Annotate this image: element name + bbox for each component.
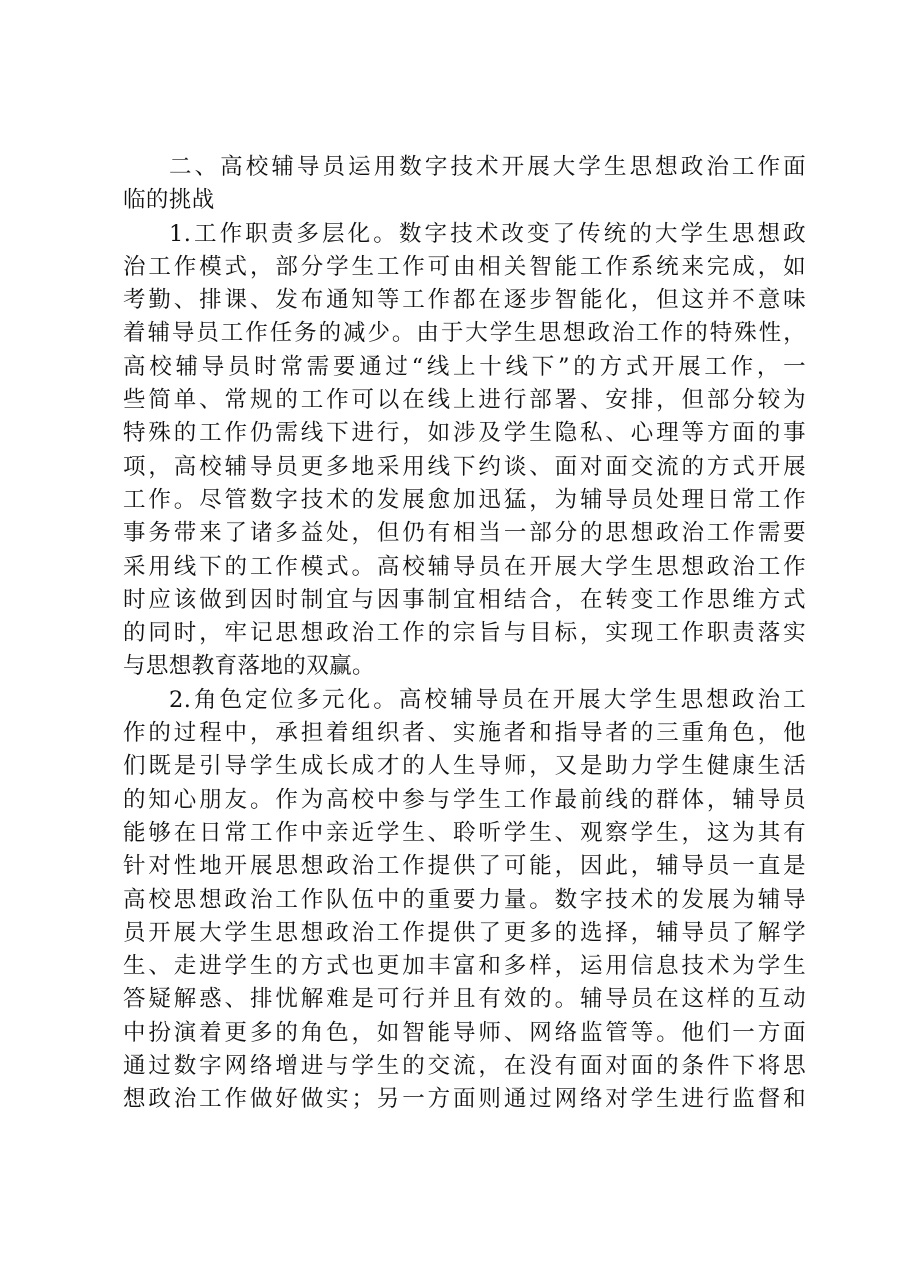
paragraph-line: 2.角色定位多元化。高校辅导员在开展大学生思想政治工 [169, 686, 806, 713]
paragraph-line: 着辅导员工作任务的减少。由于大学生思想政治工作的特殊性， [123, 320, 806, 347]
paragraph-line: 1.工作职责多层化。数字技术改变了传统的大学生思想政 [169, 220, 806, 247]
paragraph-line: 治工作模式，部分学生工作可由相关智能工作系统来完成，如 [123, 253, 806, 280]
heading-line: 临的挑战 [123, 187, 215, 214]
paragraph-line: 与思想教育落地的双赢。 [123, 653, 375, 680]
paragraph-line: 答疑解惑、排忧解难是可行并且有效的。辅导员在这样的互动 [123, 986, 806, 1013]
paragraph-line: 中扮演着更多的角色，如智能导师、网络监管等。他们一方面 [123, 1019, 806, 1046]
document-body [123, 151, 806, 1117]
paragraph-line: 特殊的工作仍需线下进行，如涉及学生隐私、心理等方面的事 [123, 420, 806, 447]
paragraph-line: 事务带来了诸多益处，但仍有相当一部分的思想政治工作需要 [123, 520, 806, 547]
paragraph-line: 通过数字网络增进与学生的交流，在没有面对面的条件下将思 [123, 1053, 806, 1080]
paragraph-line: 生、走进学生的方式也更加丰富和多样，运用信息技术为学生 [123, 953, 806, 980]
paragraph-line: 员开展大学生思想政治工作提供了更多的选择，辅导员了解学 [123, 919, 806, 946]
paragraph-line: 们既是引导学生成长成才的人生导师，又是助力学生健康生活 [123, 753, 806, 780]
paragraph-line: 作的过程中，承担着组织者、实施者和指导者的三重角色，他 [123, 720, 806, 747]
paragraph-line: 项，高校辅导员更多地采用线下约谈、面对面交流的方式开展 [123, 453, 806, 480]
paragraph-line: 高校辅导员时常需要通过“线上十线下”的方式开展工作，一 [123, 353, 806, 380]
section-heading [123, 151, 806, 218]
paragraph-line: 高校思想政治工作队伍中的重要力量。数字技术的发展为辅导 [123, 886, 806, 913]
paragraph-line: 时应该做到因时制宜与因事制宜相结合，在转变工作思维方式 [123, 586, 806, 613]
paragraph-line: 些简单、常规的工作可以在线上进行部署、安排，但部分较为 [123, 387, 806, 414]
paragraph-line: 能够在日常工作中亲近学生、聆听学生、观察学生，这为其有 [123, 819, 806, 846]
paragraph-line: 想政治工作做好做实；另一方面则通过网络对学生进行监督和 [123, 1086, 806, 1113]
paragraph-line: 工作。尽管数字技术的发展愈加迅猛，为辅导员处理日常工作 [123, 486, 806, 513]
paragraph-line: 考勤、排课、发布通知等工作都在逐步智能化，但这并不意味 [123, 287, 806, 314]
paragraph-line: 的同时，牢记思想政治工作的宗旨与目标，实现工作职责落实 [123, 620, 806, 647]
paragraph-line: 针对性地开展思想政治工作提供了可能，因此，辅导员一直是 [123, 853, 806, 880]
paragraph-work-responsibilities [123, 218, 806, 684]
heading-line: 二、高校辅导员运用数字技术开展大学生思想政治工作面 [169, 154, 806, 180]
paragraph-line: 采用线下的工作模式。高校辅导员在开展大学生思想政治工作 [123, 553, 806, 580]
paragraph-role-positioning [123, 684, 806, 1117]
paragraph-line: 的知心朋友。作为高校中参与学生工作最前线的群体，辅导员 [123, 786, 806, 813]
